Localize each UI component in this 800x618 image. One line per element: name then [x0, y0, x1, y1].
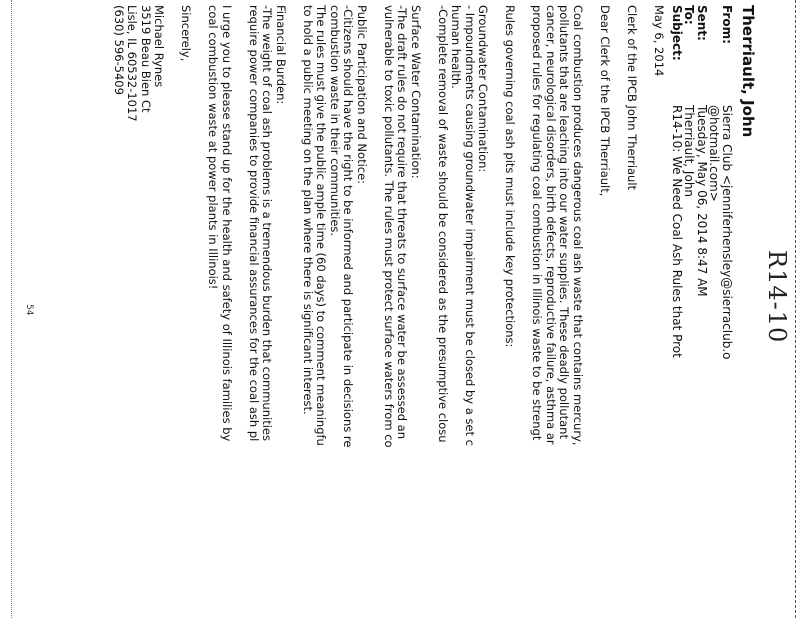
header-value: Sierra Club <jenniferhensley@sierraclub.o	[720, 105, 734, 360]
bottom-dotted-rule	[11, 0, 12, 618]
body-line: proposed rules for regulating coal combustion in Illinois waste to be strengt	[530, 5, 545, 441]
body-line: -The weight of coal ash problems is a tremendous burden that communities	[260, 5, 275, 441]
blank-line	[166, 5, 180, 618]
header-value: R14-10: We Need Coal Ash Rules that Prot	[670, 105, 684, 358]
header-value: Tuesday, May 06, 2014 8:47 AM	[695, 105, 709, 297]
blank-line	[193, 5, 207, 618]
blank-line	[611, 5, 625, 618]
blank-line	[368, 5, 382, 618]
body-line: -The draft rules do not require that threats to surface water be assessed an	[395, 5, 410, 440]
header-label: Sent:	[695, 5, 709, 41]
body-line: coal combustion waste at power plants in Illinois!	[206, 5, 221, 290]
blank-line	[287, 5, 301, 618]
body-line: Financial Burden:	[274, 5, 288, 105]
body-line: -Citizens should have the right to be informed and participate in decisions re	[341, 5, 356, 448]
header-value: @hotmail.com>	[707, 105, 722, 202]
blank-line	[233, 5, 247, 618]
blank-line	[490, 5, 504, 618]
header-label: Subject:	[670, 5, 684, 61]
body-line: Groundwater Contamination:	[476, 5, 491, 173]
page-number: 54	[24, 304, 34, 316]
body-line: 3519 Beau Bien Ct	[139, 5, 153, 113]
body-line: (630) 596-5409	[112, 5, 126, 95]
header-value: Therriault, John	[682, 105, 697, 198]
body-line: vulnerable to toxic pollutants. The rules must protect surface waters from co	[382, 5, 396, 448]
body-line: require power companies to provide financial assurances for the coal ash pl	[247, 5, 261, 442]
body-line: combustion waste in their communities.	[328, 5, 342, 237]
body-line: pollutants that are leaching into our water supplies. These deadly pollutant	[557, 5, 572, 439]
body-line: - Impoundments causing groundwater impairment must be closed by a set c	[463, 5, 477, 446]
body-line: Dear Clerk of the IPCB Therriault,	[598, 5, 612, 197]
body-line: Michael Rynes	[152, 5, 167, 88]
blank-line	[422, 5, 436, 618]
body-line: Lisle, IL 60532-1017	[125, 5, 140, 122]
body-line: The rules must give the public ample time (60 days) to comment meaningfu	[314, 5, 329, 446]
top-dashed-rule	[795, 0, 796, 618]
body-line: cancer, neurological disorders, birth defects, reproductive failure, asthma ar	[544, 5, 558, 445]
blank-line	[517, 5, 531, 618]
body-line: I urge you to please stand up for the health and safety of Illinois families by	[220, 5, 234, 442]
body-line: human health.	[449, 5, 464, 89]
body-line: Coal combustion produces dangerous coal ash waste that contains mercury,	[571, 5, 585, 446]
body-line: Sincerely,	[179, 5, 194, 62]
header-label: From:	[720, 5, 734, 44]
sender-name: Therriault, John	[739, 5, 757, 138]
header-label: To:	[682, 5, 697, 25]
body-line: Public Participation and Notice:	[355, 5, 369, 185]
body-line: Clerk of the IPCB John Therriault	[625, 5, 639, 191]
blank-line	[638, 5, 652, 618]
body-line: Rules governing coal ash pits must include key protections:	[503, 5, 518, 348]
letter-body	[112, 5, 666, 618]
body-line: Surface Water Contamination:	[409, 5, 423, 179]
body-line: May 6, 2014	[652, 5, 666, 77]
docket-stamp: R14-10	[763, 250, 791, 344]
body-line: -Complete removal of waste should be considered as the presumptive closu	[436, 5, 450, 443]
body-line: to hold a public meeting on the plan where there is significant interest.	[301, 5, 315, 415]
blank-line	[584, 5, 598, 618]
